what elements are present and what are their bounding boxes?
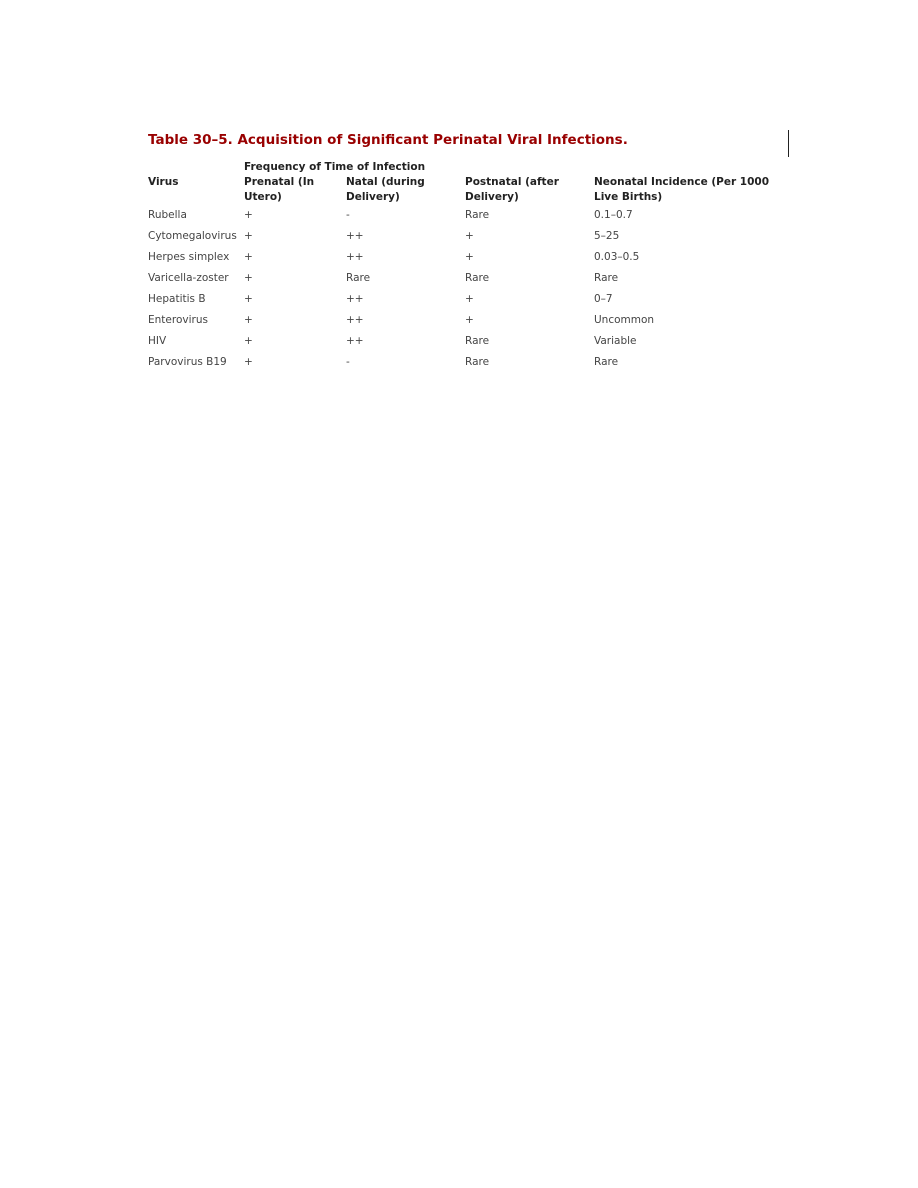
table-row: [146, 268, 792, 289]
cell-prenatal: +: [244, 251, 253, 263]
table-row: [146, 331, 792, 352]
cell-virus: Cytomegalovirus: [148, 230, 237, 242]
group-header-row: [146, 160, 792, 175]
cell-virus: Varicella-zoster: [148, 272, 229, 284]
table-row: [146, 205, 792, 226]
column-header-postnatal: Postnatal (after Delivery): [465, 176, 559, 203]
cell-incidence: 0.1–0.7: [594, 209, 633, 221]
cell-natal: -: [346, 209, 350, 221]
cell-postnatal: Rare: [465, 209, 490, 221]
cell-postnatal: Rare: [465, 272, 490, 284]
cell-prenatal: +: [244, 314, 253, 326]
table-row: [146, 226, 792, 247]
group-header-spacer: [592, 160, 792, 175]
table-title: Table 30–5. Acquisition of Significant Perinatal Viral Infections.: [148, 132, 628, 148]
table-row: [146, 352, 792, 373]
cell-postnatal: Rare: [465, 335, 490, 347]
column-header-virus: Virus: [148, 176, 179, 188]
column-header-prenatal: Prenatal (In Utero): [244, 176, 315, 203]
cell-virus: Enterovirus: [148, 314, 208, 326]
cell-prenatal: +: [244, 293, 253, 305]
cell-virus: Parvovirus B19: [148, 356, 227, 368]
cell-incidence: 0.03–0.5: [594, 251, 640, 263]
group-header-spacer: [146, 160, 242, 175]
cell-incidence: Rare: [594, 356, 619, 368]
cell-natal: ++: [346, 251, 364, 263]
table-row: [146, 247, 792, 268]
group-header: Frequency of Time of Infection: [244, 161, 426, 173]
cell-incidence: Uncommon: [594, 314, 655, 326]
cell-incidence: Rare: [594, 272, 619, 284]
table-row: [146, 289, 792, 310]
cell-natal: ++: [346, 230, 364, 242]
cell-postnatal: +: [465, 314, 474, 326]
text-cursor-bar: [788, 130, 789, 157]
cell-postnatal: +: [465, 293, 474, 305]
cell-prenatal: +: [244, 356, 253, 368]
cell-incidence: 5–25: [594, 230, 620, 242]
cell-prenatal: +: [244, 230, 253, 242]
cell-natal: Rare: [346, 272, 371, 284]
cell-virus: Rubella: [148, 209, 187, 221]
column-header-neonatal-incidence: Neonatal Incidence (Per 1000 Live Births): [594, 176, 770, 203]
column-header-row: [146, 175, 792, 205]
cell-prenatal: +: [244, 209, 253, 221]
cell-natal: ++: [346, 293, 364, 305]
cell-incidence: Variable: [594, 335, 637, 347]
column-header-natal: Natal (during Delivery): [346, 176, 425, 203]
cell-virus: HIV: [148, 335, 167, 347]
cell-virus: Herpes simplex: [148, 251, 230, 263]
cell-incidence: 0–7: [594, 293, 613, 305]
cell-postnatal: Rare: [465, 356, 490, 368]
cell-prenatal: +: [244, 272, 253, 284]
infection-table: [146, 160, 792, 373]
table-row: [146, 310, 792, 331]
cell-postnatal: +: [465, 251, 474, 263]
cell-natal: -: [346, 356, 350, 368]
cell-virus: Hepatitis B: [148, 293, 206, 305]
cell-natal: ++: [346, 335, 364, 347]
cell-postnatal: +: [465, 230, 474, 242]
cell-natal: ++: [346, 314, 364, 326]
cell-prenatal: +: [244, 335, 253, 347]
